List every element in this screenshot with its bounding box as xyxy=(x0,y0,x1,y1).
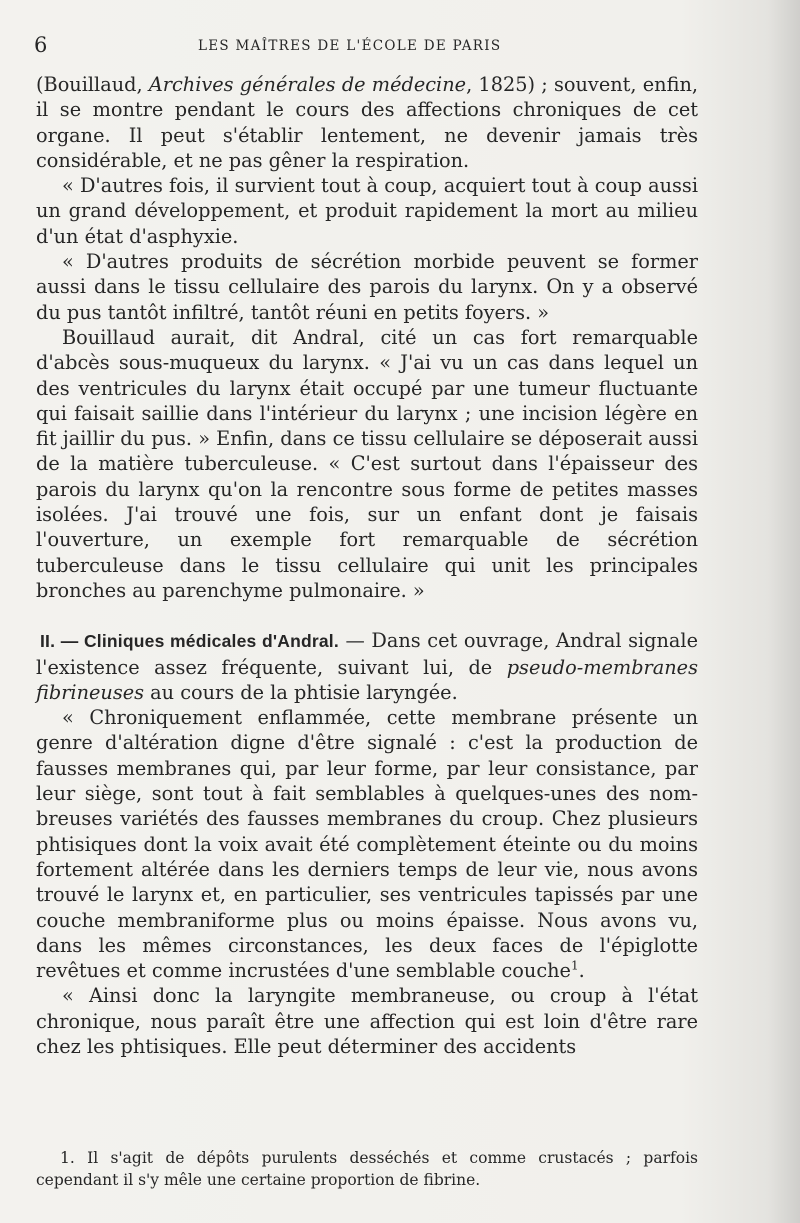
paragraph-1-start: (Bouillaud, xyxy=(36,73,149,96)
paragraph-7: « Ainsi donc la laryngite membraneuse, ou croup à l'état chronique, nous paraît être une affection qui est loin d'être rare chez les phtisiques. Elle peut déterminer des accidents xyxy=(36,984,698,1058)
running-title: LES MAÎTRES DE L'ÉCOLE DE PARIS xyxy=(198,38,502,54)
paragraph-5-rest: au cours de la phtisie laryngée. xyxy=(144,680,458,704)
section-heading: II. — Cliniques médicales d'Andral. xyxy=(40,631,339,652)
italic-term: pseudo-membranes fibrineuses xyxy=(36,655,698,704)
paragraph-5-start: — Dans cet ouvrage, Andral signale l'existence assez fréquente, suivant lui, de xyxy=(36,629,698,679)
running-header xyxy=(34,33,698,57)
page-number: 6 xyxy=(34,33,48,57)
paragraph-5 xyxy=(36,628,698,705)
paragraph-1-rest: , 1825) ; souvent, enfin, il se montre pendant le cours des affections chroniques de cet organe. Il peut s'établir lentement, ne devenir jamais très considérable, et ne pas gêner la respiration. xyxy=(36,73,698,172)
paragraph-6-text: « Chroniquement enflammée, cette membrane présente un genre d'altération digne d'être signalé : c'est la production de fausses membranes qui, par leur forme, par leur consistance, par leur siège, sont tout à fait semblables à quelques-unes des nombreuses variétés des fausses membranes du croup. Chez plusieurs phtisiques dont la voix avait été complètement éteinte ou du moins fortement altérée dans les derniers temps de leur vie, nous avons trouvé le larynx et, en particulier, ses ventricules tapissés par une couche membraniforme plus ou moins épaisse. Nous avons vu, dans les mêmes circonstances, les deux faces de l'épiglotte revêtues et comme incrustées d'une semblable couche xyxy=(36,706,698,983)
paragraph-6-end: . xyxy=(578,959,585,983)
journal-title: Archives générales de médecine xyxy=(148,73,467,96)
paragraph-4: Bouillaud aurait, dit Andral, cité un cas fort remarquable d'abcès sous-muqueux du larynx. « J'ai vu un cas dans lequel un des ventricules du larynx était occupé par une tumeur fluctuante qui faisait saillie dans l'intérieur du larynx ; une incision légère en fit jaillir du pus. » Enfin, dans ce tissu cellulaire se déposerait aussi de la matière tuberculeuse. « C'est surtout dans l'épaisseur des parois du larynx qu'on la rencontre sous forme de petites masses isolées. J'ai trouvé une fois, sur un enfant dont je faisais l'ouverture, un exemple fort remarquable de sécrétion tuberculeuse dans le tissu cellulaire qui unit les principales bronches au parenchyme pulmonaire. » xyxy=(36,325,698,602)
paragraph-6 xyxy=(36,705,698,983)
footnote-reference[interactable]: 1 xyxy=(570,958,579,973)
paragraph-3: « D'autres produits de sécrétion morbide peuvent se former aussi dans le tissu cellulaire des parois du larynx. On y a observé du pus tantôt infiltré, tantôt réuni en petits foyers. » xyxy=(36,250,698,324)
paragraph-2: « D'autres fois, il survient tout à coup, acquiert tout à coup aussi un grand développement, et produit rapidement la mort au milieu d'un état d'asphyxie. xyxy=(36,174,698,248)
footnote: 1. Il s'agit de dépôts purulents desséchés et comme crustacés ; parfois cependant il s'y mêle une certaine proportion de fibrine. xyxy=(36,1149,698,1189)
paragraph-1 xyxy=(36,72,698,173)
body-text xyxy=(36,72,698,1059)
